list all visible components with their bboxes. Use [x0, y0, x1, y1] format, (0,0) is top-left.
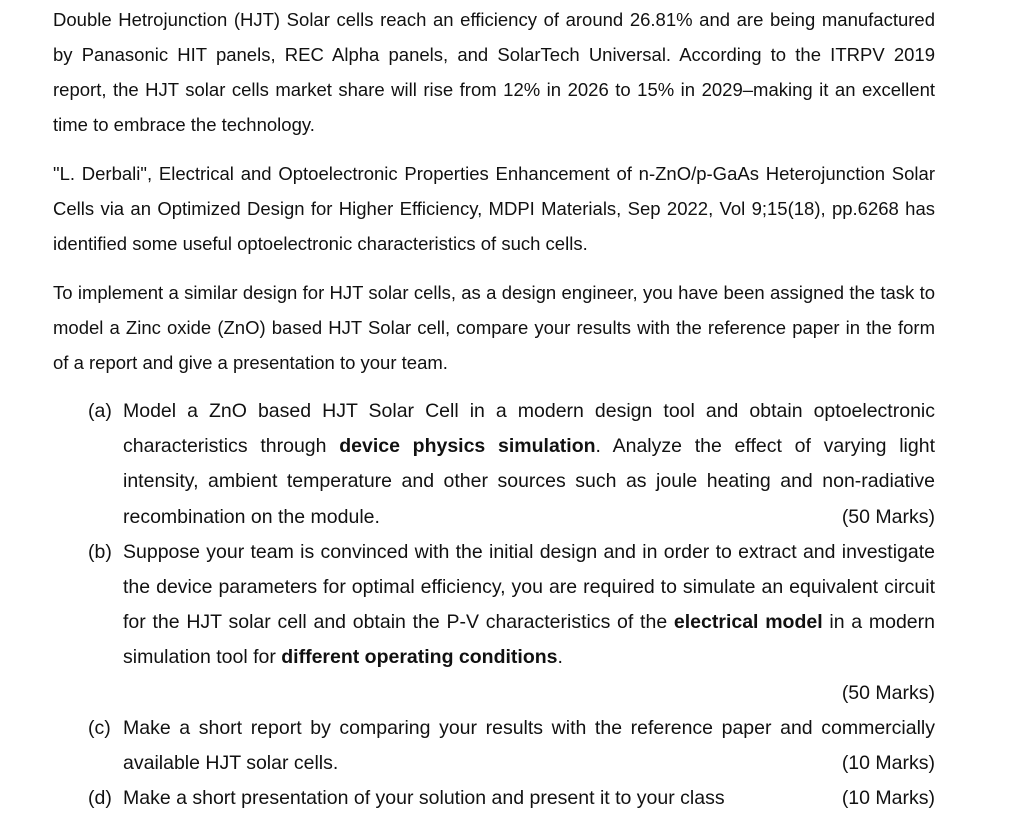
assignment-paragraph: To implement a similar design for HJT solar cells, as a design engineer, you have been assigned the task to model a Zinc oxide (ZnO) based HJT Solar cell, compare your results with the reference paper in the form of a report and give a presentation to your team. [53, 282, 935, 373]
task-b-bold-1: electrical model [673, 611, 823, 634]
document-page [53, 0, 935, 816]
task-a-text-2: . Analyze the effect of varying light intensity, ambient temperature and other sources such as joule heating and non-radiative recombination on the module. [123, 435, 935, 528]
task-a-bold-1: device physics simulation [339, 435, 596, 458]
task-a [53, 394, 935, 535]
task-b-body [123, 535, 935, 676]
task-b-marks: (50 Marks) [841, 681, 935, 704]
task-b-text-1: Suppose your team is convinced with the initial design and in order to extract and investigate the device parameters for optimal efficiency, you are required to simulate an equivalent circuit for the HJT solar cell and obtain the P-V characteristics of the [123, 540, 935, 634]
task-c-letter: (c) [88, 716, 111, 739]
task-b-text-2: in a modern simulation tool for [123, 611, 935, 669]
task-c-marks: (10 Marks) [841, 752, 935, 775]
intro-paragraph: Double Hetrojunction (HJT) Solar cells reach an efficiency of around 26.81% and are being manufactured by Panasonic HIT panels, REC Alpha panels, and SolarTech Universal. According to the ITRPV 2019 report, the HJT solar cells market share will rise from 12% in 2026 to 15% in 2029–making it an excellent time to embrace the technology. [53, 9, 935, 135]
task-c-body [123, 711, 935, 781]
task-c-text-1: Make a short report by comparing your results with the reference paper and commercially available HJT solar cells. [123, 716, 935, 775]
task-d-body [123, 781, 935, 816]
task-b-text-3: . [557, 646, 563, 669]
task-d [53, 781, 935, 816]
task-a-text-1: Model a ZnO based HJT Solar Cell in a modern design tool and obtain optoelectronic characteristics through [123, 400, 935, 458]
task-a-letter: (a) [88, 400, 112, 422]
task-d-letter: (d) [88, 787, 112, 810]
task-a-body [123, 394, 935, 535]
task-b-bold-2: different operating conditions [281, 646, 558, 669]
task-b [53, 535, 935, 711]
task-d-text-1: Make a short presentation of your solution and present it to your class [123, 787, 725, 810]
task-d-marks: (10 Marks) [841, 787, 935, 810]
task-a-marks: (50 Marks) [841, 505, 935, 528]
task-list [53, 394, 935, 816]
task-c [53, 711, 935, 781]
task-b-letter: (b) [88, 540, 112, 563]
reference-paragraph: "L. Derbali", Electrical and Optoelectronic Properties Enhancement of n-ZnO/p-GaAs Heterojunction Solar Cells via an Optimized Design for Higher Efficiency, MDPI Materials, Sep 2022, Vol 9;15(18), pp.6268 has identified some useful optoelectronic characteristics of such cells. [53, 163, 935, 254]
